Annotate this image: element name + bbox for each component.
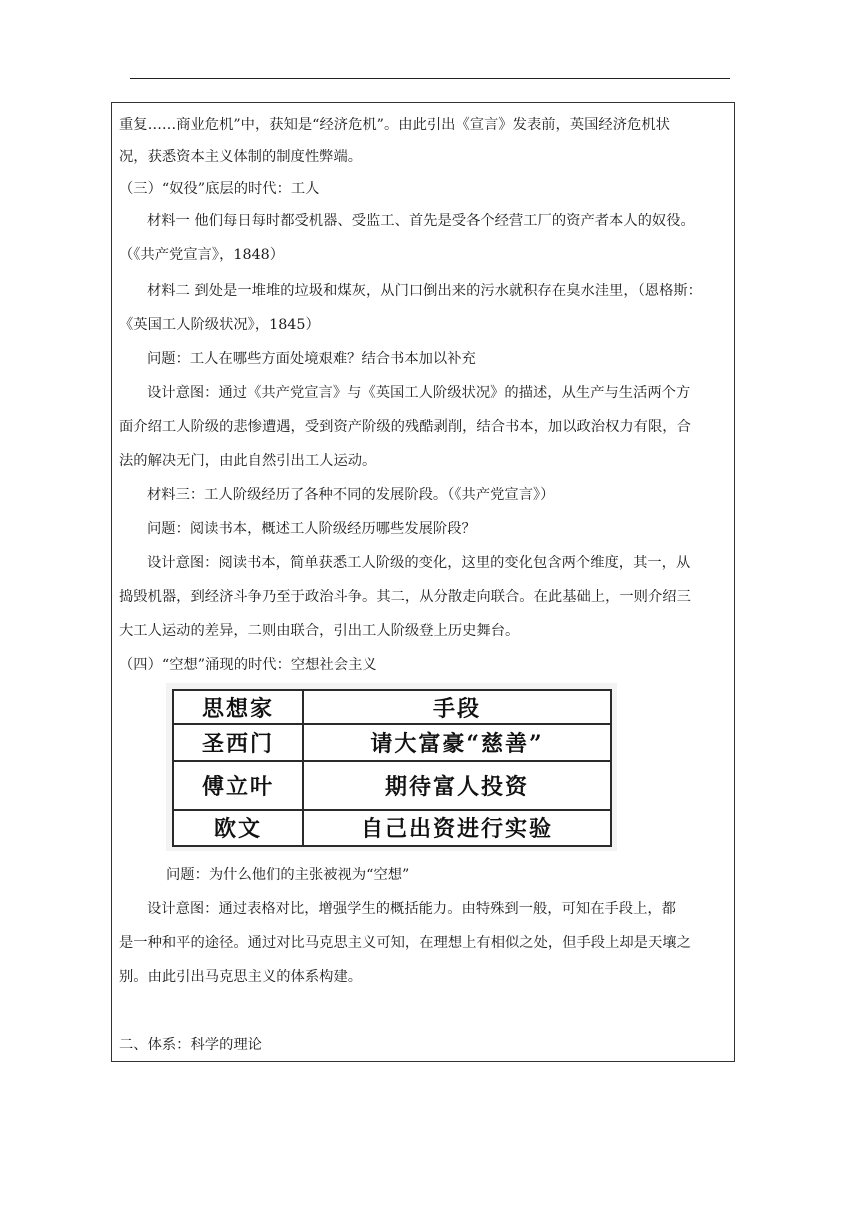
table-cell-thinker: 欧文 bbox=[173, 810, 303, 847]
material-2-source: 《英国工人阶级状况》，1845） bbox=[119, 317, 320, 333]
question-1: 问题：工人在哪些方面处境艰难？结合书本加以补充 bbox=[147, 351, 476, 367]
section-heading-3: （三）“奴役”底层的时代：工人 bbox=[119, 181, 320, 197]
table-cell-means: 请大富豪“慈善” bbox=[303, 724, 611, 760]
design-intent-2: 设计意图：阅读书本，简单获悉工人阶级的变化，这里的变化包含两个维度，其一，从 bbox=[147, 555, 691, 571]
design-intent-1: 面介绍工人阶级的悲惨遭遇，受到资产阶级的残酷剥削，结合书本，加以政治权力有限，合 bbox=[119, 419, 691, 435]
material-1: 材料一 他们每日每时都受机器、受监工、首先是受各个经营工厂的资产者本人的奴役。 bbox=[147, 213, 695, 229]
table-row bbox=[173, 761, 611, 810]
section-heading-part-2: 二、体系：科学的理论 bbox=[119, 1037, 262, 1053]
table-header-cell: 思想家 bbox=[173, 690, 303, 724]
page-header-rule bbox=[130, 78, 730, 79]
section-heading-4: （四）“空想”涌现的时代：空想社会主义 bbox=[119, 657, 377, 673]
utopian-means-table-image bbox=[166, 683, 617, 851]
utopian-means-table bbox=[172, 689, 612, 847]
table-header-cell: 手段 bbox=[303, 690, 611, 724]
material-3: 材料三：工人阶级经历了各种不同的发展阶段。（《共产党宣言》） bbox=[147, 487, 555, 503]
design-intent-3: 设计意图：通过表格对比，增强学生的概括能力。由特殊到一般，可知在手段上，都 bbox=[147, 901, 676, 917]
design-intent-3: 别。由此引出马克思主义的体系构建。 bbox=[119, 969, 363, 985]
table-cell-thinker: 圣西门 bbox=[173, 724, 303, 760]
question-3: 问题：为什么他们的主张被视为“空想” bbox=[166, 867, 410, 883]
material-1-source: （《共产党宣言》，1848） bbox=[119, 247, 285, 263]
material-2: 材料二 到处是一堆堆的垃圾和煤灰，从门口倒出来的污水就积存在臭水洼里，（恩格斯： bbox=[147, 283, 702, 299]
text-line: 重复……商业危机”中，获知是“经济危机”。由此引出《宣言》发表前，英国经济危机状 bbox=[119, 117, 670, 133]
design-intent-3: 是一种和平的途径。通过对比马克思主义可知，在理想上有相似之处，但手段上却是天壤之 bbox=[119, 935, 691, 951]
table-cell-thinker: 傅立叶 bbox=[173, 761, 303, 810]
table-row bbox=[173, 724, 611, 760]
design-intent-1: 设计意图：通过《共产党宣言》与《英国工人阶级状况》的描述，从生产与生活两个方 bbox=[147, 385, 691, 401]
table-cell-means: 期待富人投资 bbox=[303, 761, 611, 810]
table-cell-means: 自己出资进行实验 bbox=[303, 810, 611, 847]
table-row bbox=[173, 810, 611, 847]
question-2: 问题：阅读书本，概述工人阶级经历哪些发展阶段？ bbox=[147, 521, 476, 537]
design-intent-2: 捣毁机器，到经济斗争乃至于政治斗争。其二，从分散走向联合。在此基础上，一则介绍三 bbox=[119, 589, 691, 605]
table-header-row bbox=[173, 690, 611, 724]
design-intent-1: 法的解决无门，由此自然引出工人运动。 bbox=[119, 453, 377, 469]
text-line: 况，获悉资本主义体制的制度性弊端。 bbox=[119, 149, 363, 165]
design-intent-2: 大工人运动的差异，二则由联合，引出工人阶级登上历史舞台。 bbox=[119, 623, 520, 639]
